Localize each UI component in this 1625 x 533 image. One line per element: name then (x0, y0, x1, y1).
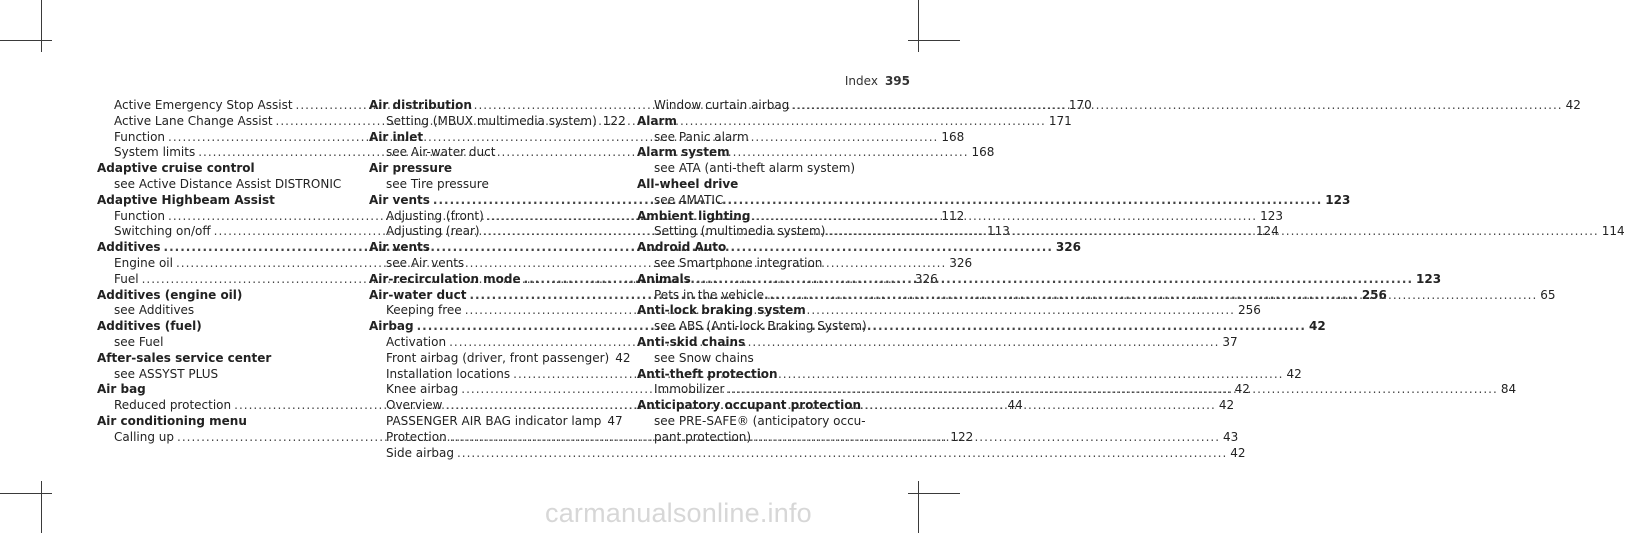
entry-text: Window curtain airbag (654, 98, 790, 112)
page-ref[interactable]: 42 (1286, 366, 1302, 381)
page-ref[interactable]: 168 (971, 145, 995, 160)
index-heading[interactable] (637, 240, 894, 256)
entry-text: System limits (114, 145, 196, 160)
entry-text: see Air vents (386, 255, 465, 270)
dot-leader (792, 98, 1562, 114)
entry-text: Air pressure (369, 161, 453, 176)
page-ref[interactable]: 168 (941, 129, 965, 144)
entry-text: see PRE-SAFE® (anticipatory occu- pant protection) (654, 413, 866, 444)
entry-text: see ASSYST PLUS (114, 366, 219, 381)
entry-text: Air vents (369, 240, 430, 255)
index-heading[interactable] (637, 335, 894, 351)
entry-text: Air inlet (369, 129, 424, 144)
entry-text: Reduced protection (114, 398, 232, 413)
page-ref[interactable]: 42 (1234, 382, 1250, 397)
entry-text: Active Emergency Stop Assist (114, 98, 293, 112)
dot-leader (828, 224, 1598, 240)
entry-text: Ambient lighting (637, 208, 751, 223)
page-ref[interactable]: 171 (1048, 113, 1072, 128)
index-subentry[interactable] (637, 414, 894, 446)
entry-text: Installation locations (386, 366, 511, 381)
index-subentry[interactable] (369, 256, 619, 272)
entry-text: Android Auto (637, 240, 727, 255)
index-heading[interactable] (637, 303, 894, 319)
index-subentry[interactable] (97, 335, 349, 351)
page-ref[interactable]: 170 (1068, 98, 1092, 112)
page-ref[interactable]: 42 (615, 350, 631, 365)
crop-mark (41, 0, 42, 52)
page-ref[interactable]: 42 (1218, 398, 1235, 413)
index-subentry[interactable] (97, 177, 349, 193)
entry-text: see Panic alarm (654, 129, 749, 144)
index-subentry[interactable] (637, 319, 894, 335)
dot-leader (767, 288, 1537, 304)
page-ref[interactable]: 42 (1565, 98, 1581, 112)
crop-mark (918, 481, 919, 533)
entry-text: Adaptive cruise control (97, 161, 255, 176)
crop-mark (0, 493, 52, 494)
dot-leader (457, 446, 1227, 462)
page-ref[interactable]: 37 (1222, 334, 1238, 349)
entry-text: Air vents (369, 192, 430, 207)
index-heading[interactable] (97, 288, 349, 304)
index-heading[interactable] (369, 98, 619, 114)
page-ref[interactable]: 112 (941, 208, 965, 223)
entry-text: see 4MATIC (654, 192, 724, 207)
page-ref[interactable]: 123 (1325, 192, 1351, 207)
page-ref[interactable]: 256 (1238, 303, 1261, 318)
entry-text: Adaptive Highbeam Assist (97, 192, 275, 207)
index-subentry[interactable] (97, 367, 349, 383)
entry-text: Pets in the vehicle (654, 287, 764, 302)
index-heading[interactable] (97, 351, 349, 367)
index-heading[interactable] (97, 382, 349, 398)
page-ref[interactable]: 42 (1230, 445, 1246, 460)
page-ref[interactable]: 123 (1260, 208, 1284, 223)
index-heading[interactable] (637, 367, 894, 383)
index-heading[interactable] (97, 319, 349, 335)
page-ref[interactable]: 44 (1007, 398, 1023, 413)
index-subentry[interactable] (369, 445, 1246, 462)
index-subentry[interactable] (637, 193, 894, 209)
page-ref[interactable]: 122 (950, 429, 974, 444)
index-subentry[interactable] (369, 113, 626, 130)
entry-text: Knee airbag (386, 382, 459, 397)
crop-mark (0, 40, 52, 41)
dot-leader (513, 367, 1283, 383)
entry-text: Immobilizer (654, 382, 725, 397)
page-ref[interactable]: 122 (602, 113, 626, 128)
index-subentry[interactable] (369, 177, 619, 193)
section-title: Index (844, 74, 878, 88)
entry-text: Additives (97, 240, 161, 255)
entry-text: PASSENGER AIR BAG indicator lamp (386, 413, 602, 428)
entry-text: see Additives (114, 303, 195, 318)
entry-text: Additives (engine oil) (97, 287, 243, 302)
entry-text: Keeping free (386, 303, 462, 318)
entry-text: see Tire pressure (386, 176, 489, 191)
dot-leader (728, 382, 1498, 398)
page-number: 395 (884, 74, 910, 88)
entry-text: Anti-skid chains (637, 334, 746, 349)
index-heading[interactable] (637, 177, 894, 193)
page-ref[interactable]: 65 (1540, 287, 1556, 302)
page-ref[interactable]: 326 (1055, 240, 1081, 255)
entry-text: see Fuel (114, 334, 164, 349)
entry-text: see Smartphone integration (654, 255, 823, 270)
page-ref[interactable]: 114 (1601, 224, 1625, 239)
index-heading[interactable] (97, 193, 349, 209)
index-heading[interactable] (97, 414, 349, 430)
entry-text: Air-water duct (369, 287, 467, 302)
page-ref[interactable]: 123 (1416, 271, 1442, 286)
crop-mark (41, 481, 42, 533)
page-ref[interactable]: 113 (986, 224, 1010, 239)
crop-mark (908, 40, 960, 41)
entry-text: see Active Distance Assist DISTRONIC (114, 176, 342, 191)
entry-text: see Snow chains (654, 350, 754, 365)
entry-text: All-wheel drive (637, 176, 739, 191)
index-subentry[interactable] (369, 145, 619, 161)
page-ref[interactable]: 326 (914, 271, 938, 286)
entry-text: Alarm (637, 113, 677, 128)
entry-text: Front airbag (driver, front passenger) (386, 350, 610, 365)
page-ref[interactable]: 124 (1255, 224, 1279, 239)
entry-text: see Air-water duct (386, 145, 496, 160)
watermark-text: carmanualsonline.info (545, 498, 812, 528)
index-subentry[interactable] (637, 161, 894, 177)
index-heading[interactable] (637, 114, 894, 130)
entry-text: Overview (386, 398, 443, 413)
crop-mark (908, 493, 960, 494)
entry-text: see ABS (Anti-lock Braking System) (654, 319, 867, 334)
entry-text: Engine oil (114, 255, 173, 270)
entry-text: Setting (MBUX multimedia system) (386, 113, 597, 128)
entry-text: Anticipatory occupant protection (637, 398, 862, 413)
entry-text: Adjusting (front) (386, 208, 484, 223)
entry-text: Adjusting (rear) (386, 224, 480, 239)
entry-text: Active Lane Change Assist (114, 113, 273, 128)
entry-text: Additives (fuel) (97, 319, 202, 334)
index-subentry[interactable] (369, 350, 631, 367)
entry-text: see ATA (anti-theft alarm system) (654, 161, 856, 176)
entry-text: Fuel (114, 271, 139, 286)
page-ref[interactable]: 47 (607, 413, 623, 428)
index-heading[interactable] (369, 240, 619, 256)
index-subentry[interactable] (369, 413, 623, 430)
page-ref[interactable]: 256 (1361, 287, 1387, 302)
entry-text: Side airbag (386, 445, 454, 460)
index-heading[interactable] (637, 398, 894, 414)
entry-text: Function (114, 129, 166, 144)
entry-text: Anti-theft protection (637, 366, 778, 381)
entry-text: Air distribution (369, 98, 472, 112)
index-subentry[interactable] (637, 256, 894, 272)
page-ref[interactable]: 84 (1500, 382, 1517, 397)
index-subentry[interactable] (637, 130, 894, 146)
entry-text: Calling up (114, 429, 174, 444)
page-header (845, 74, 910, 88)
page-ref[interactable]: 43 (1223, 429, 1239, 444)
index-heading[interactable] (637, 209, 894, 225)
entry-text: Activation (386, 334, 447, 349)
index-heading[interactable] (369, 161, 619, 177)
entry-text: Anti-lock braking system (637, 303, 806, 318)
page-ref[interactable]: 42 (1308, 319, 1326, 334)
entry-text: Animals (637, 271, 691, 286)
index-heading[interactable] (637, 145, 894, 161)
index-subentry[interactable] (97, 303, 349, 319)
entry-text: Alarm system (637, 145, 730, 160)
entry-text: Air bag (97, 382, 146, 397)
entry-text: Protection (386, 429, 447, 444)
index-subentry[interactable] (637, 351, 894, 367)
entry-text: Airbag (369, 319, 414, 334)
page-ref[interactable]: 326 (949, 255, 973, 270)
entry-text: Switching on/off (114, 224, 211, 239)
entry-text: Function (114, 208, 166, 223)
entry-text: Setting (multimedia system) (654, 224, 826, 239)
entry-text: Air-recirculation mode (369, 271, 521, 286)
index-heading[interactable] (369, 130, 619, 146)
entry-text: Air conditioning menu (97, 413, 247, 428)
index-heading[interactable] (97, 161, 349, 177)
crop-mark (918, 0, 919, 52)
entry-text: After-sales service center (97, 350, 272, 365)
index-heading[interactable] (637, 272, 894, 288)
